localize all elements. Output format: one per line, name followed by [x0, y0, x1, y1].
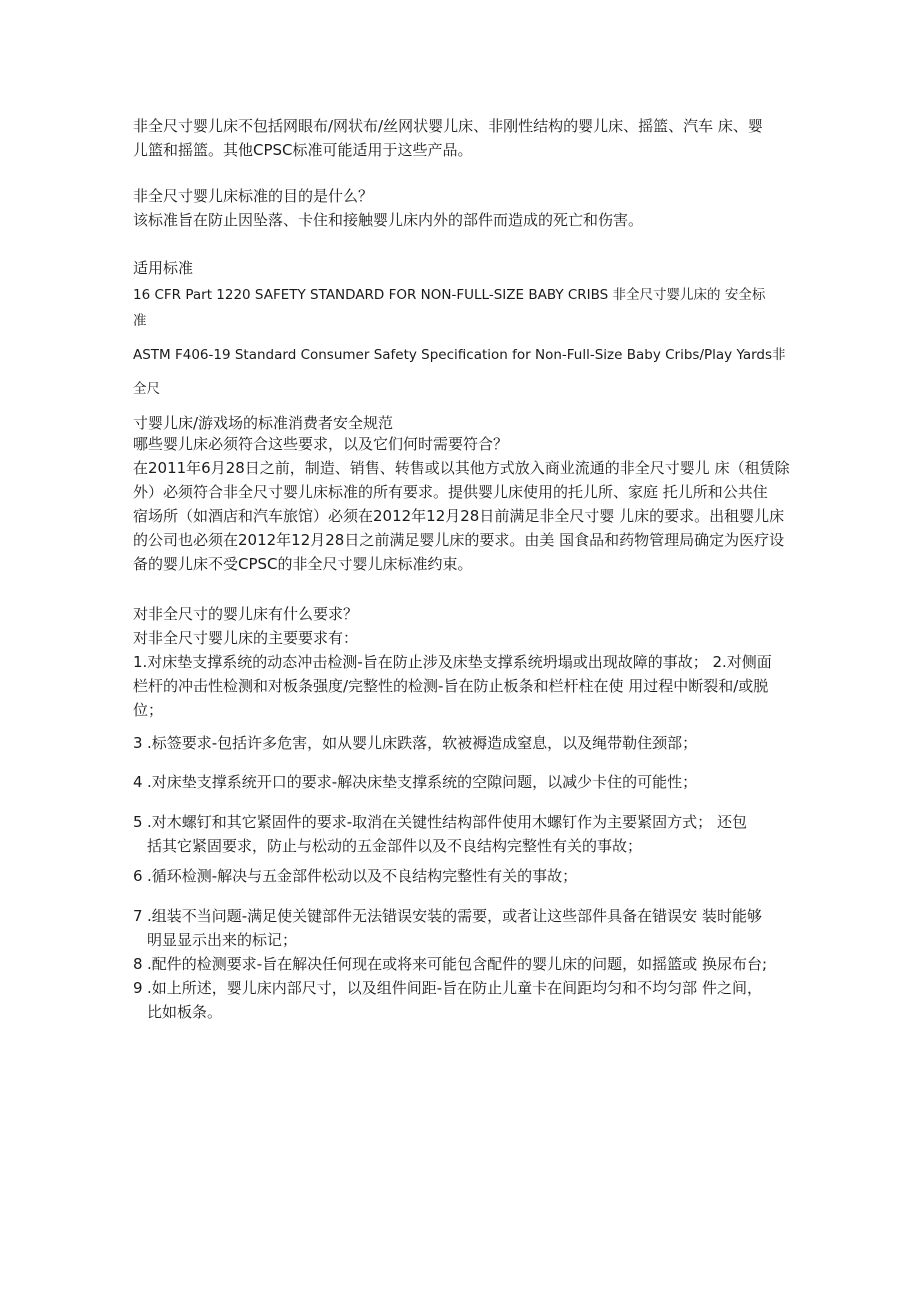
standard-line: ASTM F406-19 Standard Consumer Safety Specification for Non-Full-Size Baby Cribs/Play Yards非全尺 — [133, 347, 786, 397]
list-item-number: 9 — [133, 979, 143, 997]
compliance-line: 宿场所（如酒店和汽车旅馆）必须在2012年12月28日前满足非全尺寸婴 儿床的要求。出租婴儿床 — [133, 507, 785, 525]
compliance-line: 备的婴儿床不受CPSC的非全尺寸婴儿床标准约束。 — [133, 555, 473, 573]
list-item-line: .组装不当问题-满足使关键部件无法错误安装的需要，或者让这些部件具备在错误安 装时能够 — [147, 907, 762, 925]
list-item-text: .循环检测-解决与五金部件松动以及不良结构完整性有关的事故； — [147, 867, 578, 885]
list-item-text: .标签要求-包括许多危害，如从婴儿床跌落，软被褥造成窒息，以及绳带勒住颈部； — [147, 734, 698, 752]
requirements-line: 1.对床垫支撑系统的动态冲击检测-旨在防止涉及床垫支撑系统坍塌或出现故障的事故； 2.对侧面 — [133, 653, 772, 671]
list-item-number: 6 — [133, 867, 143, 885]
requirements-heading: 对非全尺寸的婴儿床有什么要求？ — [133, 605, 359, 623]
list-item-text: .对床垫支撑系统开口的要求-解决床垫支撑系统的空隙问题，以减少卡住的可能性； — [147, 773, 698, 791]
requirements-line: 位； — [133, 701, 164, 719]
list-item-line: 比如板条。 — [147, 1003, 223, 1021]
list-item-line: .如上所述，婴儿床内部尺寸，以及组件间距-旨在防止儿童卡在间距均匀和不均匀部 件之间， — [147, 979, 762, 997]
compliance-heading: 哪些婴儿床必须符合这些要求，以及它们何时需要符合？ — [133, 435, 509, 453]
standard-line: 准 — [133, 313, 147, 329]
list-item-line: 括其它紧固要求，防止与松动的五金部件以及不良结构完整性有关的事故； — [147, 837, 643, 855]
list-item-number: 5 — [133, 813, 143, 831]
list-item-line: .对木螺钉和其它紧固件的要求-取消在关键性结构部件使用木螺钉作为主要紧固方式； 还包 — [147, 813, 747, 831]
requirements-line: 栏杆的冲击性检测和对板条强度/完整性的检测-旨在防止板条和栏杆柱在使 用过程中断裂和/或脱 — [133, 677, 769, 695]
list-item-number: 8 — [133, 955, 143, 973]
requirements-intro: 对非全尺寸婴儿床的主要要求有： — [133, 629, 359, 647]
intro-line: 儿篮和摇篮。其他CPSC标准可能适用于这些产品。 — [133, 141, 473, 159]
list-item-text — [147, 976, 793, 1024]
standard-astm — [133, 338, 793, 440]
list-item-number: 7 — [133, 907, 143, 925]
compliance-line: 的公司也必须在2012年12月28日之前满足婴儿床的要求。由美 国食品和药物管理局确定为医疗设 — [133, 531, 785, 549]
list-item-text — [147, 810, 793, 858]
standards-heading: 适用标准 — [133, 259, 194, 277]
compliance-line: 在2011年6月28日之前，制造、销售、转售或以其他方式放入商业流通的非全尺寸婴儿 床（租赁除 — [133, 459, 790, 477]
standard-line: 16 CFR Part 1220 SAFETY STANDARD FOR NON-FULL-SIZE BABY CRIBS 非全尺寸婴儿床的 安全标 — [133, 287, 766, 303]
list-item-text: .配件的检测要求-旨在解决任何现在或将来可能包含配件的婴儿床的问题，如摇篮或 换尿布台; — [147, 955, 768, 973]
purpose-heading: 非全尺寸婴儿床标准的目的是什么？ — [133, 187, 374, 205]
purpose-section — [133, 184, 793, 232]
list-item-number: 3 — [133, 734, 143, 752]
intro-line: 非全尺寸婴儿床不包括网眼布/网状布/丝网状婴儿床、非刚性结构的婴儿床、摇篮、汽车 床、婴 — [133, 117, 763, 135]
compliance-line: 外）必须符合非全尺寸婴儿床标准的所有要求。提供婴儿床使用的托儿所、家庭 托儿所和公共住 — [133, 483, 768, 501]
requirements-section — [133, 602, 793, 722]
standard-line: 寸婴儿床/游戏场的标准消费者安全规范 — [133, 414, 394, 432]
purpose-body: 该标准旨在防止因坠落、卡住和接触婴儿床内外的部件而造成的死亡和伤害。 — [133, 211, 644, 229]
intro-paragraph — [133, 114, 793, 162]
standard-16cfr — [133, 282, 793, 334]
list-item-text — [147, 904, 793, 952]
list-item-number: 4 — [133, 773, 143, 791]
compliance-section — [133, 432, 793, 576]
list-item-line: 明显显示出来的标记； — [147, 931, 298, 949]
